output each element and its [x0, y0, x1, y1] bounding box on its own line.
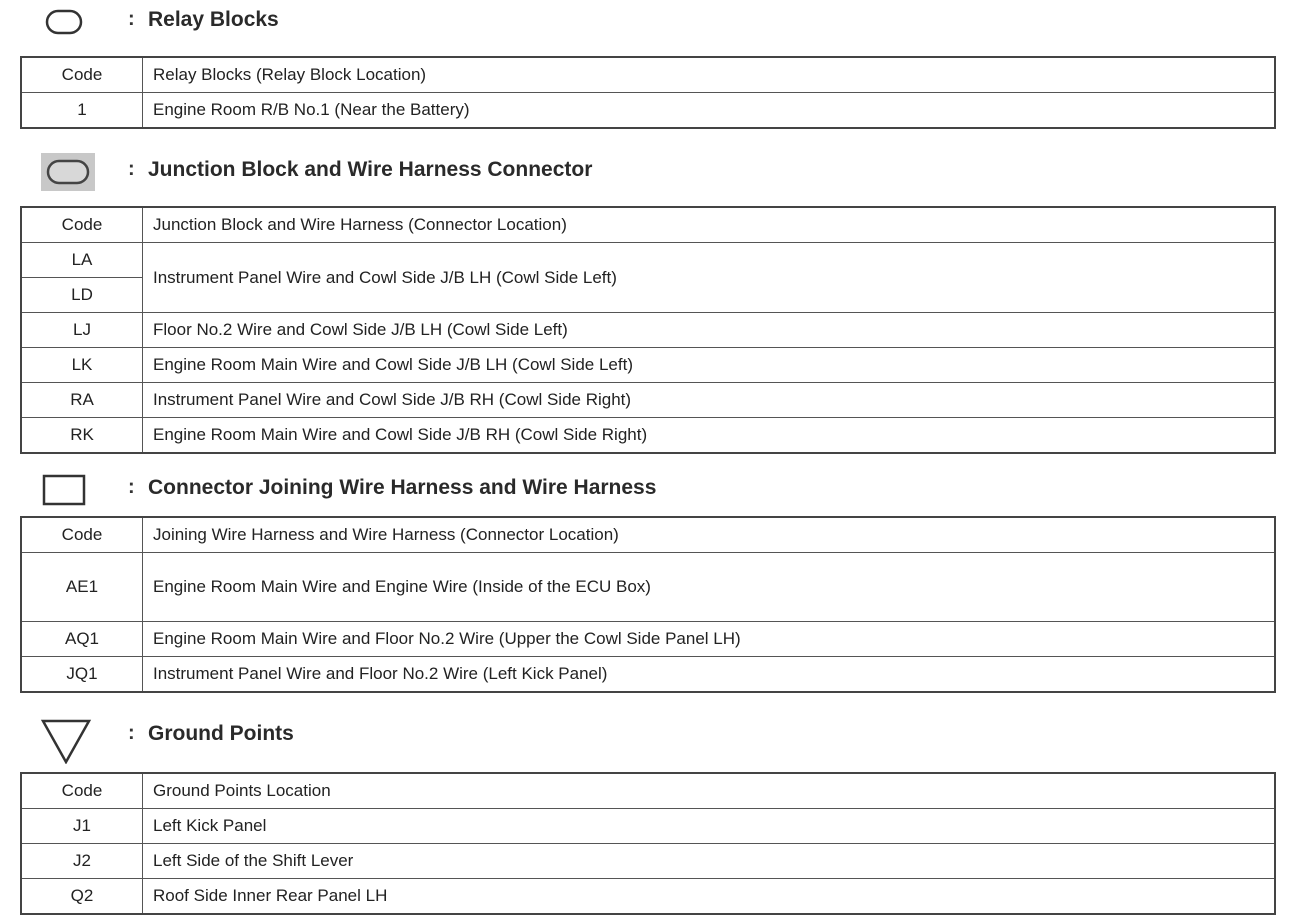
code-cell: JQ1 — [21, 657, 143, 693]
code-cell: J1 — [21, 809, 143, 844]
section-header-junction-block — [0, 152, 1300, 184]
table-row — [21, 657, 1275, 693]
table-row — [21, 553, 1275, 622]
section-title: Junction Block and Wire Harness Connector — [148, 158, 593, 181]
code-cell: LD — [21, 278, 143, 313]
table-row — [21, 348, 1275, 383]
section-title: Relay Blocks — [148, 8, 279, 31]
rounded-rect-icon — [44, 8, 84, 38]
location-header: Junction Block and Wire Harness (Connector Location) — [143, 207, 1276, 243]
table-row — [21, 844, 1275, 879]
location-cell: Engine Room R/B No.1 (Near the Battery) — [143, 93, 1276, 129]
location-cell: Instrument Panel Wire and Cowl Side J/B RH (Cowl Side Right) — [143, 383, 1276, 418]
code-header: Code — [21, 57, 143, 93]
code-header: Code — [21, 773, 143, 809]
location-cell: Instrument Panel Wire and Cowl Side J/B LH (Cowl Side Left) — [143, 243, 1276, 313]
table-header-row — [21, 57, 1275, 93]
code-cell: AE1 — [21, 553, 143, 622]
code-cell: RK — [21, 418, 143, 454]
location-cell: Engine Room Main Wire and Engine Wire (Inside of the ECU Box) — [143, 553, 1276, 622]
section-title: Connector Joining Wire Harness and Wire Harness — [148, 476, 657, 499]
code-header: Code — [21, 517, 143, 553]
connector-joining-table — [20, 516, 1276, 693]
table-row — [21, 383, 1275, 418]
code-cell: LK — [21, 348, 143, 383]
section-colon: : — [128, 8, 135, 30]
table-header-row — [21, 517, 1275, 553]
table-row — [21, 418, 1275, 454]
location-cell: Left Side of the Shift Lever — [143, 844, 1276, 879]
location-header: Ground Points Location — [143, 773, 1276, 809]
location-header: Joining Wire Harness and Wire Harness (Connector Location) — [143, 517, 1276, 553]
code-cell: J2 — [21, 844, 143, 879]
table-header-row — [21, 207, 1275, 243]
location-header: Relay Blocks (Relay Block Location) — [143, 57, 1276, 93]
section-header-connector-joining — [0, 472, 1300, 504]
section-colon: : — [128, 158, 135, 180]
code-cell: RA — [21, 383, 143, 418]
code-cell: 1 — [21, 93, 143, 129]
section-header-relay-blocks — [0, 4, 1300, 36]
table-row — [21, 93, 1275, 129]
table-row — [21, 879, 1275, 915]
triangle-down-icon — [40, 718, 92, 764]
table-row — [21, 313, 1275, 348]
table-header-row — [21, 773, 1275, 809]
location-cell: Roof Side Inner Rear Panel LH — [143, 879, 1276, 915]
shaded-rounded-rect-icon — [40, 152, 96, 192]
location-cell: Engine Room Main Wire and Cowl Side J/B LH (Cowl Side Left) — [143, 348, 1276, 383]
location-cell: Floor No.2 Wire and Cowl Side J/B LH (Cowl Side Left) — [143, 313, 1276, 348]
section-title: Ground Points — [148, 722, 294, 745]
location-cell: Engine Room Main Wire and Floor No.2 Wire (Upper the Cowl Side Panel LH) — [143, 622, 1276, 657]
table-row — [21, 809, 1275, 844]
code-header: Code — [21, 207, 143, 243]
junction-block-table — [20, 206, 1276, 454]
location-cell: Instrument Panel Wire and Floor No.2 Wire (Left Kick Panel) — [143, 657, 1276, 693]
location-cell: Left Kick Panel — [143, 809, 1276, 844]
section-colon: : — [128, 722, 135, 744]
code-cell: AQ1 — [21, 622, 143, 657]
code-cell: Q2 — [21, 879, 143, 915]
ground-points-table — [20, 772, 1276, 915]
relay-blocks-table — [20, 56, 1276, 129]
table-row — [21, 243, 1275, 278]
code-cell: LA — [21, 243, 143, 278]
table-row — [21, 622, 1275, 657]
location-cell: Engine Room Main Wire and Cowl Side J/B RH (Cowl Side Right) — [143, 418, 1276, 454]
square-icon — [42, 474, 86, 506]
code-cell: LJ — [21, 313, 143, 348]
section-colon: : — [128, 476, 135, 498]
section-header-ground-points — [0, 716, 1300, 748]
